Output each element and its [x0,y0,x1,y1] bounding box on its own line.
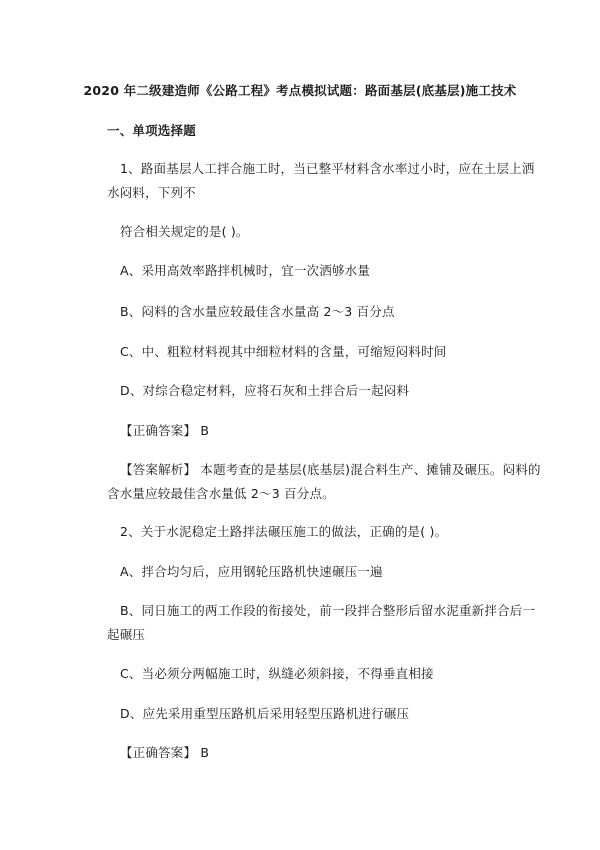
q1-stem-line3: 符合相关规定的是( )。 [120,224,249,239]
q1-option-a: A、采用高效率路拌机械时，宜一次洒够水量 [120,263,371,278]
q1-option-b: B、闷料的含水量应较最佳含水量高 2～3 百分点 [120,304,395,319]
q2-option-b-line1: B、同日施工的两工作段的衔接处，前一段拌合整形后留水泥重新拌合后一 [120,603,536,618]
q1-analysis-line1: 【答案解析】 本题考查的是基层(底基层)混合料生产、摊铺及碾压。闷料的 [120,462,541,477]
q1-answer: 【正确答案】 B [120,423,210,438]
q2-option-a: A、拌合均匀后，应用钢轮压路机快速碾压一遍 [120,564,383,579]
document-title: 2020 年二级建造师《公路工程》考点模拟试题：路面基层(底基层)施工技术 [83,83,517,98]
q1-stem-line1: 1、路面基层人工拌合施工时，当已整平材料含水率过小时，应在土层上洒 [120,161,535,176]
q2-answer: 【正确答案】 B [120,745,210,760]
q2-option-b-line2: 起碾压 [107,627,146,642]
q1-stem-line2: 水闷料，下列不 [107,185,196,200]
q1-analysis-line2: 含水量应较最佳含水量低 2～3 百分点。 [107,486,335,501]
section-heading: 一、单项选择题 [107,123,196,138]
q2-option-c: C、当必须分两幅施工时，纵缝必须斜接，不得垂直相接 [120,666,434,681]
q1-option-c: C、中、粗粒材料视其中细粒材料的含量，可缩短闷料时间 [120,344,447,359]
q2-stem: 2、关于水泥稳定土路拌法碾压施工的做法，正确的是( )。 [120,524,448,539]
q2-option-d: D、应先采用重型压路机后采用轻型压路机进行碾压 [120,706,410,721]
q1-option-d: D、对综合稳定材料，应将石灰和土拌合后一起闷料 [120,383,410,398]
